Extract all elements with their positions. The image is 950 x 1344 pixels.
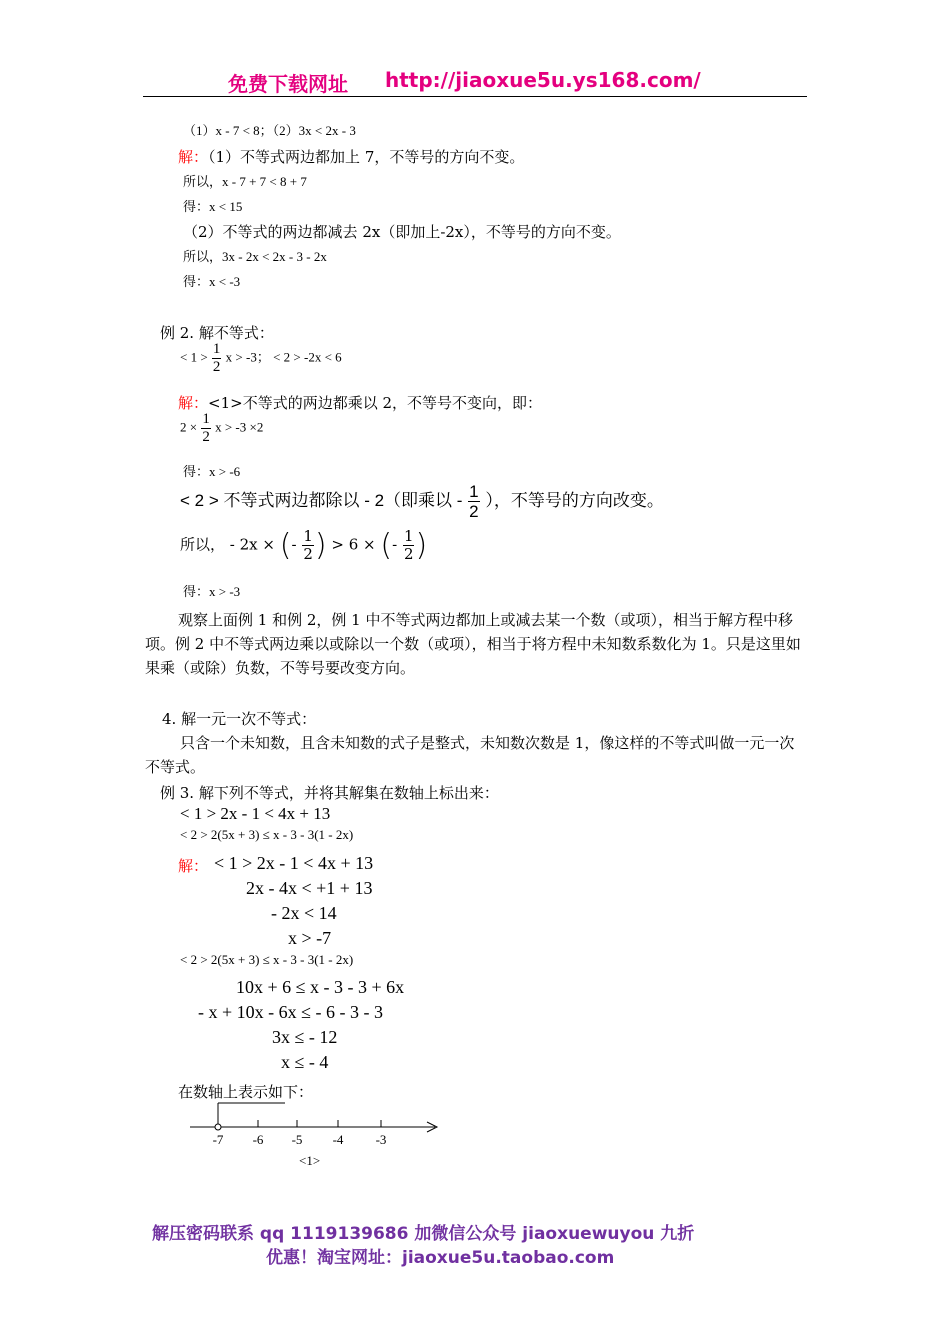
ex2-problem-suffix: x > -3； < 2 > -2x < 6 <box>225 349 342 365</box>
ex1-result-2: 得：x < -3 <box>183 274 241 289</box>
number-line <box>185 1098 450 1156</box>
header-url-link[interactable]: http://jiaoxue5u.ys168.com/ <box>385 68 701 92</box>
ex2-step-2-middle: > 6 × <box>331 535 376 554</box>
ex3-sol1-line3: - 2x < 14 <box>271 903 337 923</box>
ex1-solution-2: （2）不等式的两边都减去 2x（即加上-2x），不等号的方向不变。 <box>183 223 621 241</box>
footer-line-2: 优惠！淘宝网址：jiaoxue5u.taobao.com <box>266 1248 615 1268</box>
tick-label: -3 <box>375 1132 387 1147</box>
fraction-numerator: 1 <box>202 411 210 427</box>
ex2-step-2 <box>180 528 427 563</box>
axis-caption: <1> <box>299 1153 321 1168</box>
tick-label: -7 <box>212 1132 224 1147</box>
tick-label: -5 <box>291 1132 303 1147</box>
right-paren: ) <box>314 528 327 563</box>
ex3-sol2-line4: x ≤ - 4 <box>281 1052 329 1072</box>
open-point-minus-7 <box>215 1124 221 1130</box>
ex1-solution-1 <box>178 146 524 167</box>
ex3-problem-1: < 1 > 2x - 1 < 4x + 13 <box>180 804 331 823</box>
ex1-step-2: 所以，3x - 2x < 2x - 3 - 2x <box>183 249 327 264</box>
ex3-sol2-line1: 10x + 6 ≤ x - 3 - 3 + 6x <box>236 977 405 997</box>
section-4-title: 4. 解一元一次不等式： <box>162 710 317 728</box>
fraction-half <box>201 412 211 445</box>
ex3-sol1-line4: x > -7 <box>288 928 332 948</box>
fraction-denominator: 2 <box>212 359 221 375</box>
fraction-denominator: 2 <box>403 545 414 563</box>
fraction-numerator: 1 <box>212 341 221 357</box>
fraction-numerator: 1 <box>469 482 479 501</box>
ex2-solution-1 <box>178 392 542 413</box>
observation-paragraph: 观察上面例 1 和例 2，例 1 中不等式两边都加上或减去某一个数（或项），相当于解方程中移项。例 2 中不等式两边乘以或除以一个数（或项），相当于将方程中未知数系数化为 1。只是这里如果乘（或除）负数，不等号要改变方向。 <box>145 611 801 677</box>
fraction-denominator: 2 <box>202 429 210 445</box>
axis-intro: 在数轴上表示如下： <box>178 1083 314 1101</box>
ex2-step-2-prefix: 所以， - 2x × <box>180 535 275 554</box>
left-paren: ( <box>279 528 292 563</box>
ex2-step-1 <box>180 412 263 445</box>
fraction-half <box>468 483 479 520</box>
footer-line-1: 解压密码联系 qq 1119139686 加微信公众号 jiaoxuewuyou 九折 <box>152 1224 695 1244</box>
fraction-denominator: 2 <box>469 502 479 521</box>
ex3-sol2-line2: - x + 10x - 6x ≤ - 6 - 3 - 3 <box>198 1002 384 1022</box>
ex3-problem-2: < 2 > 2(5x + 3) ≤ x - 3 - 3(1 - 2x) <box>180 827 354 842</box>
right-paren: ) <box>415 528 428 563</box>
fraction-numerator: 1 <box>303 527 313 545</box>
ex3-sol2-line0: < 2 > 2(5x + 3) ≤ x - 3 - 3(1 - 2x) <box>180 952 354 967</box>
tick-label: -6 <box>252 1132 264 1147</box>
ex1-result-1: 得：x < 15 <box>183 199 243 214</box>
header-divider <box>143 96 807 97</box>
ex1-solution-1-text: （1）不等式两边都加上 7，不等号的方向不变。 <box>208 148 525 166</box>
solution-label: 解： <box>178 857 209 875</box>
section-4-definition: 只含一个未知数，且含未知数的式子是整式，未知数次数是 1，像这样的不等式叫做一元一次不等式。 <box>145 734 795 776</box>
ex3-sol2-line3: 3x ≤ - 12 <box>272 1027 338 1047</box>
ex2-result-1: 得：x > -6 <box>183 464 241 479</box>
tick-label: -4 <box>332 1132 344 1147</box>
ex2-solution-2 <box>180 483 664 520</box>
ex2-step-1-prefix: 2 × <box>180 419 198 435</box>
ex2-result-2: 得：x > -3 <box>183 584 241 599</box>
ex3-sol1-line1: < 1 > 2x - 1 < 4x + 13 <box>214 853 374 873</box>
fraction-half <box>403 529 415 562</box>
minus-sign: - <box>392 535 398 554</box>
ex2-problem <box>180 342 342 375</box>
fraction-denominator: 2 <box>303 545 313 563</box>
ex2-problem-prefix: < 1 > <box>180 349 208 365</box>
fraction-half <box>212 342 222 375</box>
solution-label: 解： <box>178 148 209 166</box>
ex3-title: 例 3. 解下列不等式，并将其解集在数轴上标出来： <box>160 784 499 802</box>
ex2-solution-1-text: <1>不等式的两边都乘以 2，不等号不变向，即： <box>208 394 543 412</box>
ex1-problems: （1）x - 7 < 8；（2）3x < 2x - 3 <box>183 123 356 138</box>
fraction-numerator: 1 <box>403 527 414 545</box>
ex1-step-1: 所以，x - 7 + 7 < 8 + 7 <box>183 174 307 189</box>
ex2-solution-2-prefix: < 2 > 不等式两边都除以 - 2（即乘以 - <box>180 490 463 510</box>
ex2-title: 例 2. 解不等式： <box>160 324 274 342</box>
header-site-label: 免费下载网址 <box>228 72 348 96</box>
ex2-step-1-suffix: x > -3 ×2 <box>215 419 264 435</box>
ex3-sol1-line2: 2x - 4x < +1 + 13 <box>246 878 373 898</box>
ex2-solution-2-suffix: ），不等号的方向改变。 <box>485 490 664 510</box>
fraction-half <box>302 529 314 562</box>
minus-sign: - <box>291 535 297 554</box>
left-paren: ( <box>380 528 393 563</box>
solution-label: 解： <box>178 394 209 412</box>
